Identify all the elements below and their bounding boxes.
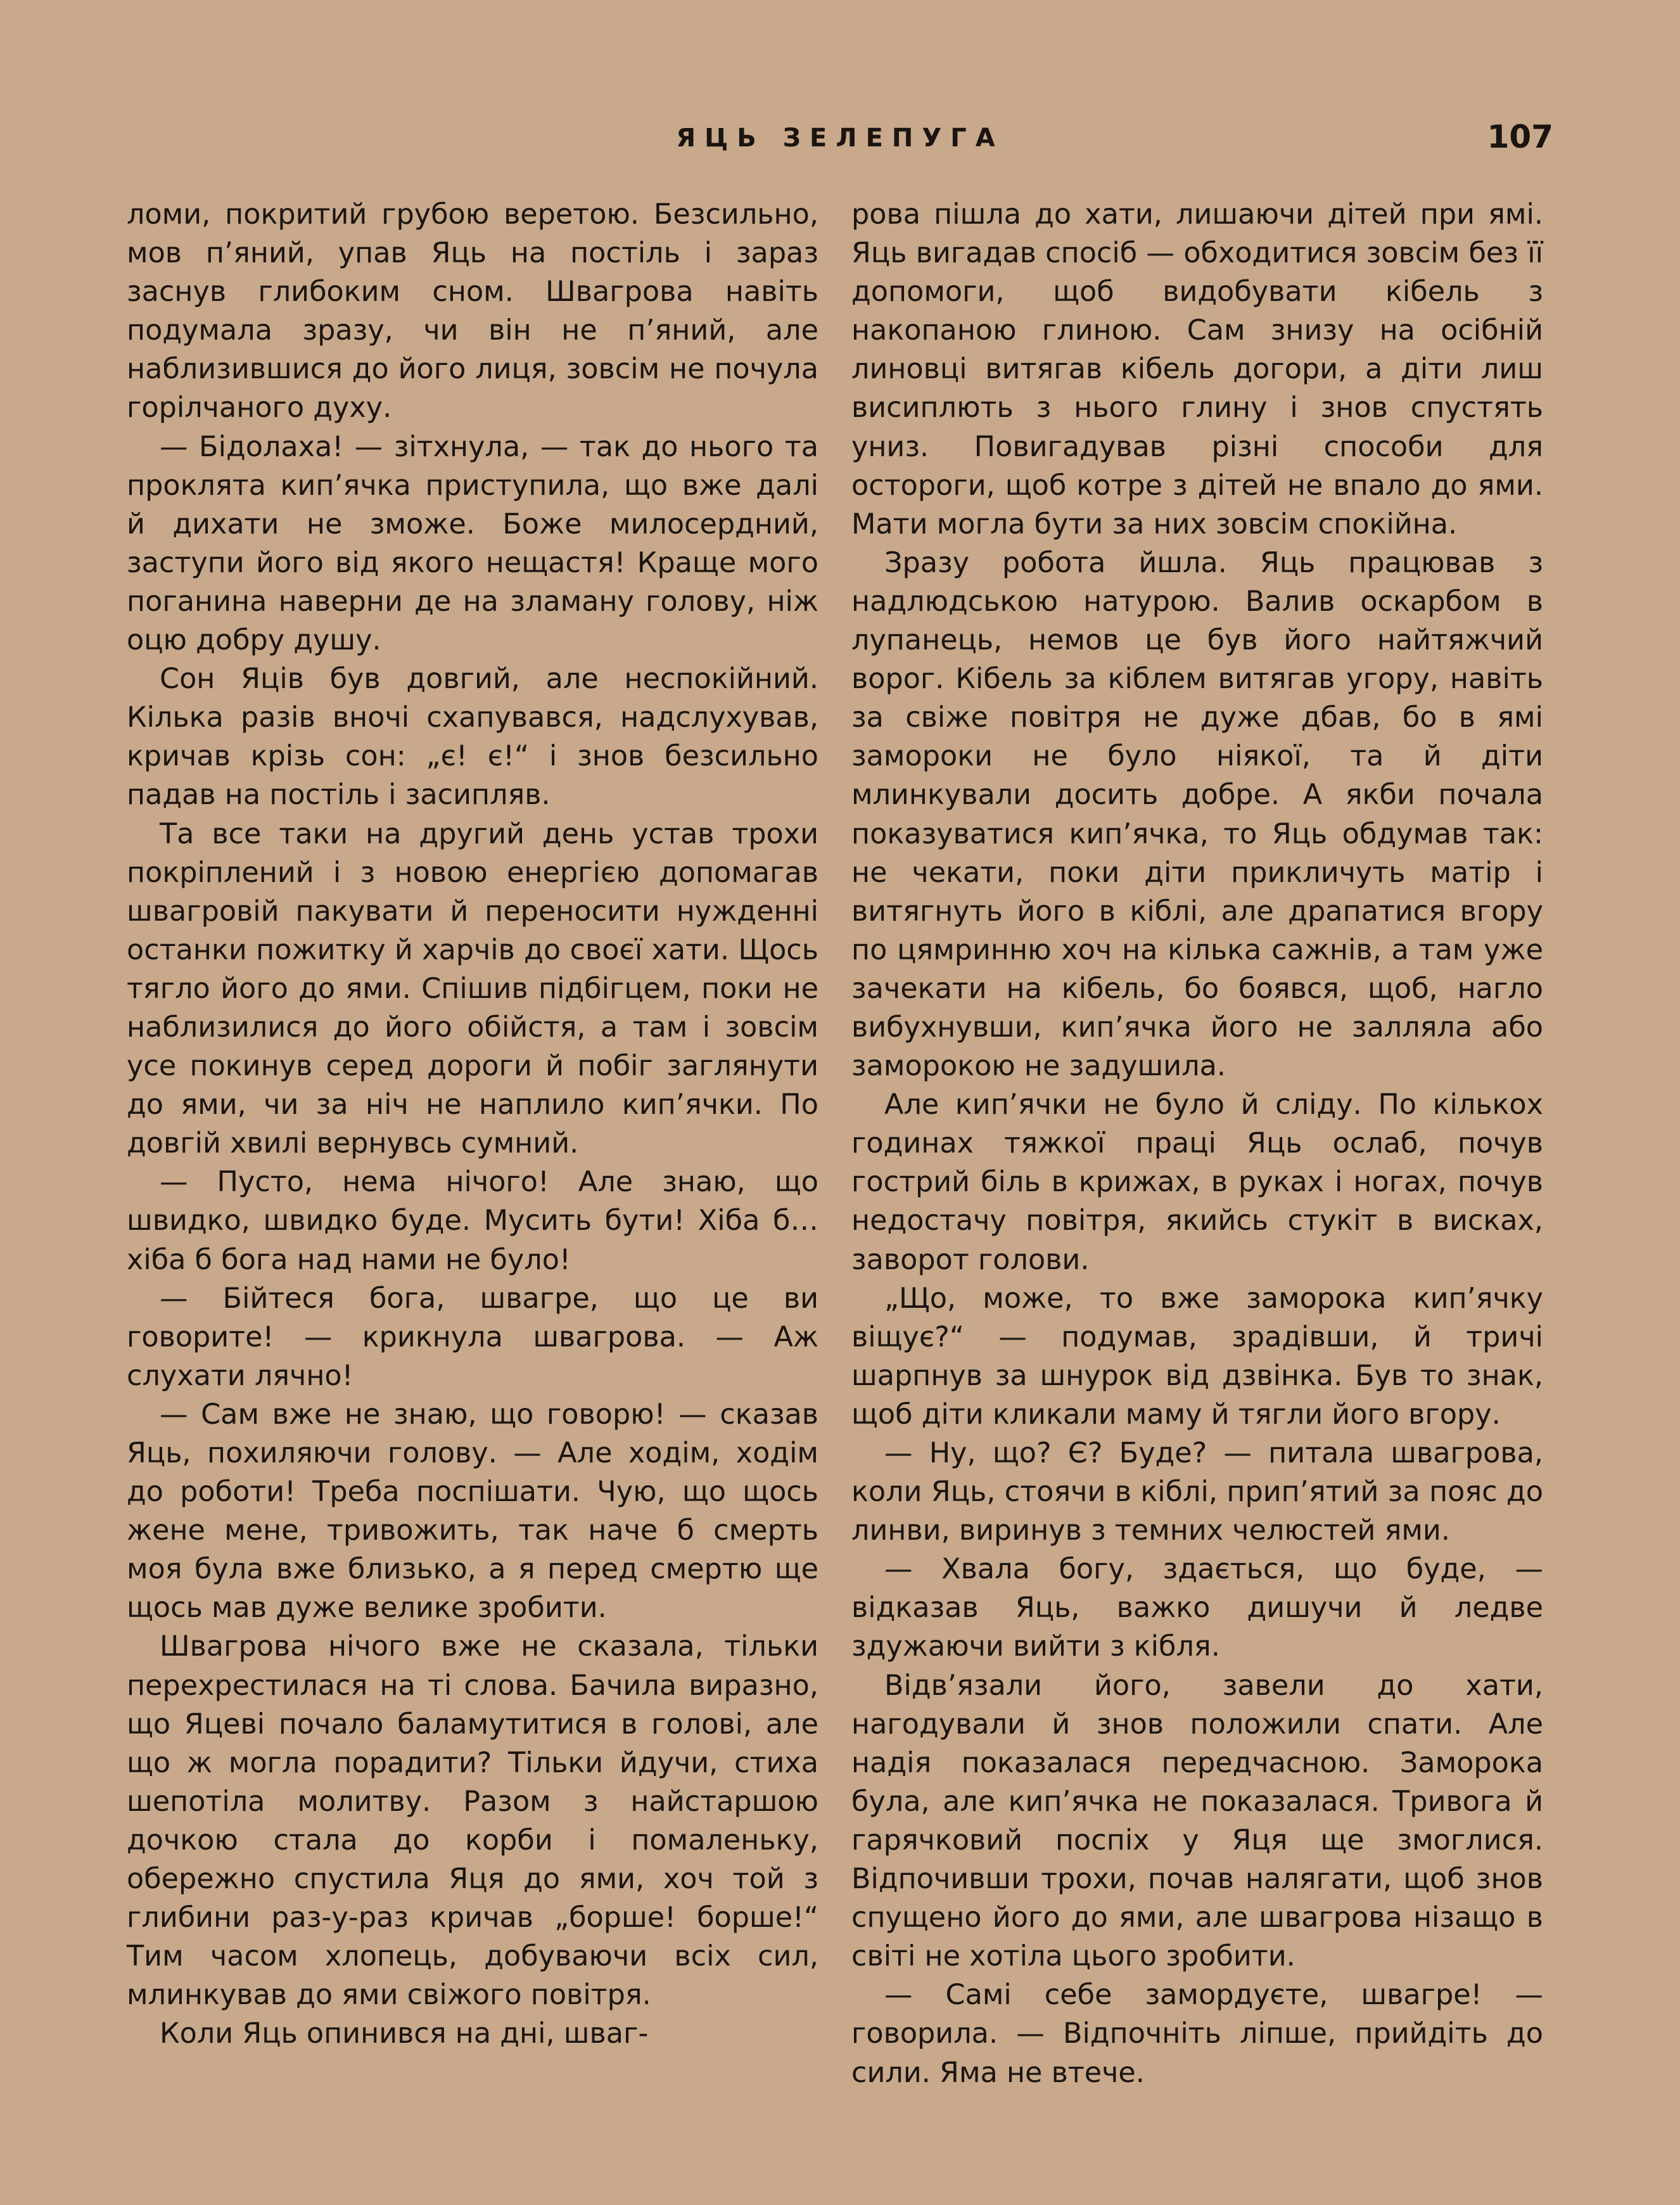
paragraph: ломи, покритий грубою веретою. Безсильно, мов п’яний, упав Яць на постіль і зараз заснув глибоким сном. Швагрова навіть подумала зразу, чи він не п’яний, але наблизившися до його лиця, зовсім не почула горілчаного духу. (127, 198, 818, 425)
paragraph: Сон Яців був довгий, але неспокійний. Кілька разів вночі схапувався, надслухував, кричав крізь сон: „є! є!“ і знов безсильно падав на постіль і засипляв. (127, 663, 818, 812)
paragraph: „Що, може, то вже заморока кип’ячку віщує?“ — подумав, зрадівши, й тричі шарпнув за шнурок від дзвінка. Був то знак, щоб діти кликали маму й тягли його вгору. (851, 1282, 1543, 1431)
paragraph: — Сам вже не знаю, що говорю! — сказав Яць, похиляючи голову. — Але ходім, ходім до роботи! Треба поспішати. Чую, що щось жене мене, тривожить, так наче б смерть моя була вже близько, а я перед смертю ще щось мав дуже велике зробити. (127, 1398, 818, 1625)
paragraph: рова пішла до хати, лишаючи дітей при ямі. Яць вигадав спосіб — обходитися зовсім без її допомоги, щоб видобувати кібель з накопаною глиною. Сам знизу на осібній линовці витягав кібель догори, а діти лиш висиплють з нього глину і знов спустять униз. Повигадував різні способи для остороги, щоб котре з дітей не впало до ями. Мати могла бути за них зовсім спокійна. (851, 198, 1543, 540)
paragraph: Відв’язали його, завели до хати, нагодували й знов положили спати. Але надія показалася передчасною. Заморока була, але кип’ячка не показалася. Тривога й гарячковий поспіх у Яця ще змоглися. Відпочивши трохи, почав налягати, щоб знов спущено його до ями, але швагрова нізащо в світі не хотіла цього зробити. (851, 1669, 1543, 1973)
paragraph: Швагрова нічого вже не сказала, тільки перехрестилася на ті слова. Бачила виразно, що Яцеві почало баламутитися в голові, але що ж могла порадити? Тільки йдучи, стиха шепотіла молитву. Разом з найстаршою дочкою стала до корби і помаленьку, обережно спустила Яця до ями, хоч той з глибини раз-у-раз кричав „борше! борше!“ Тим часом хлопець, добуваючи всіх сил, млинкував до ями свіжого повітря. (127, 1630, 818, 2012)
text-columns (127, 195, 1543, 2134)
running-title: ЯЦЬ ЗЕЛЕПУГА (676, 124, 1004, 153)
right-column (851, 195, 1543, 2134)
page-header (127, 118, 1553, 168)
paragraph: — Хвала богу, здається, що буде, — відказав Яць, важко дишучи й ледве здужаючи вийти з кібля. (851, 1553, 1543, 1663)
paragraph: Зразу робота йшла. Яць працював з надлюдською натурою. Валив оскарбом в лупанець, немов це був його найтяжчий ворог. Кібель за кіблем витягав угору, навіть за свіже повітря не дуже дбав, бо в ямі замороки не було ніякої, та й діти млинкували досить добре. А якби почала показуватися кип’ячка, то Яць обдумав так: не чекати, поки діти прикличуть матір і витягнуть його в кіблі, але драпатися вгору по цямринню хоч на кілька сажнів, а там уже зачекати на кібель, бо боявся, щоб, нагло вибухнувши, кип’ячка його не залляла або заморокою не задушила. (851, 546, 1543, 1083)
paragraph: — Самі себе замордуєте, швагре! — говорила. — Відпочніть ліпше, прийдіть до сили. Яма не втече. (851, 1979, 1543, 2089)
paragraph: — Бідолаха! — зітхнула, — так до нього та проклята кип’ячка приступила, що вже далі й дихати не зможе. Боже милосердний, заступи його від якого нещастя! Краще мого поганина наверни де на зламану голову, ніж оцю добру душу. (127, 430, 818, 657)
paragraph: Коли Яць опинився на дні, шваг- (160, 2017, 649, 2050)
left-column (127, 195, 818, 2134)
paragraph: — Бійтеся бога, швагре, що це ви говорите! — крикнула швагрова. — Аж слухати лячно! (127, 1282, 818, 1392)
paragraph: — Ну, що? Є? Буде? — питала швагрова, коли Яць, стоячи в кіблі, прип’ятий за пояс до линви, виринув з темних челюстей ями. (851, 1437, 1543, 1547)
paragraph: Але кип’ячки не було й сліду. По кількох годинах тяжкої праці Яць ослаб, почув гострий біль в крижах, в руках і ногах, почув недостачу повітря, якийсь стукіт в висках, заворот голови. (851, 1089, 1543, 1276)
paragraph: Та все таки на другий день устав трохи покріплений і з новою енергією допомагав швагровій пакувати й переносити нужденні останки пожитку й харчів до своєї хати. Щось тягло його до ями. Спішив підбігцем, поки не наблизилися до його обійстя, а там і зовсім усе покинув серед дороги й побіг заглянути до ями, чи за ніч не наплило кип’ячки. По довгій хвилі вернувсь сумний. (127, 817, 818, 1160)
page-number: 107 (1487, 118, 1553, 155)
paragraph: — Пусто, нема нічого! Але знаю, що швидко, швидко буде. Мусить бути! Хіба б… хіба б бога над нами не було! (127, 1166, 818, 1276)
